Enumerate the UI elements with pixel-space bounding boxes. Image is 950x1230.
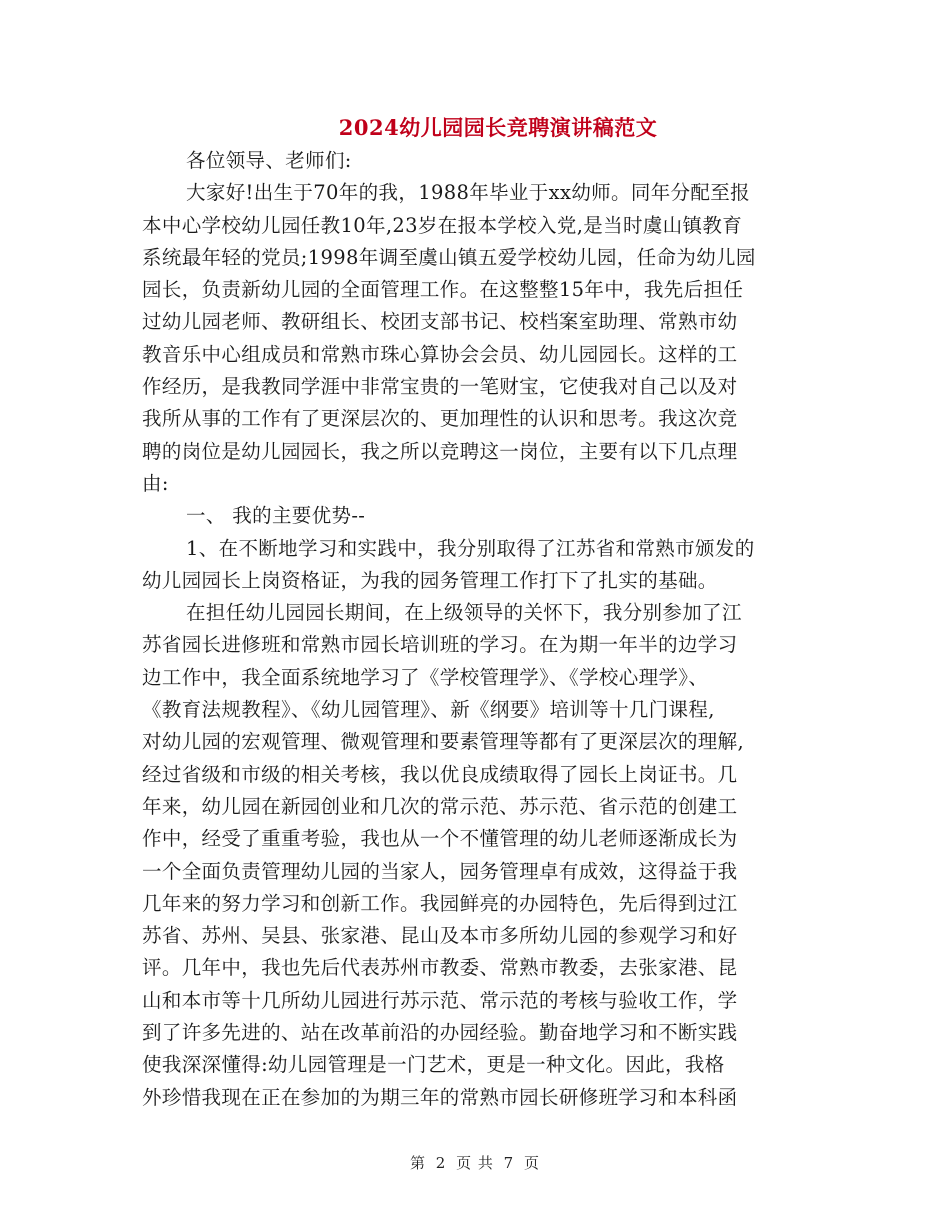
text-line: 作经历，是我教同学涯中非常宝贵的一笔财宝，它使我对自己以及对 (142, 375, 738, 399)
text-line: 使我深深懂得:幼儿园管理是一门艺术，更是一种文化。因此，我格 (142, 1053, 725, 1077)
page-mid: 页 共 (456, 1154, 494, 1172)
text-line: 一个全面负责管理幼儿园的当家人，园务管理卓有成效，这得益于我 (142, 859, 738, 883)
text-line: 《教育法规教程》、《幼儿园管理》、新《纲要》培训等十几门课程, (142, 698, 715, 722)
document-body (142, 145, 802, 1114)
text-line: 1、在不断地学习和实践中，我分别取得了江苏省和常熟市颁发的 (186, 536, 755, 560)
text-line: 外珍惜我现在正在参加的为期三年的常熟市园长研修班学习和本科函 (142, 1085, 738, 1109)
text-line: 园长，负责新幼儿园的全面管理工作。在这整整15年中，我先后担任 (142, 278, 744, 302)
text-line: 经过省级和市级的相关考核，我以优良成绩取得了园长上岗证书。几 (142, 762, 738, 786)
text-line: 聘的岗位是幼儿园园长，我之所以竞聘这一岗位，主要有以下几点理 (142, 439, 738, 463)
page-total: 7 (503, 1154, 515, 1172)
text-line: 几年来的努力学习和创新工作。我园鲜亮的办园特色，先后得到过江 (142, 891, 738, 915)
text-line: 我所从事的工作有了更深层次的、更加理性的认识和思考。我这次竞 (142, 407, 738, 431)
page-suffix: 页 (524, 1154, 541, 1172)
text-line: 各位领导、老师们: (186, 149, 352, 172)
text-line: 在担任幼儿园园长期间，在上级领导的关怀下，我分别参加了江 (186, 601, 742, 625)
text-line: 苏省、苏州、吴县、张家港、昆山及本市多所幼儿园的参观学习和好 (142, 924, 738, 948)
document-title: 2024幼儿园园长竞聘演讲稿范文 (338, 115, 658, 140)
text-line: 苏省园长进修班和常熟市园长培训班的学习。在为期一年半的边学习 (142, 633, 738, 657)
text-line: 由: (142, 471, 169, 495)
text-line: 大家好!出生于70年的我，1988年毕业于xx幼师。同年分配至报 (186, 181, 750, 205)
page-prefix: 第 (409, 1154, 426, 1172)
text-line: 系统最年轻的党员;1998年调至虞山镇五爱学校幼儿园，任命为幼儿园 (142, 245, 756, 269)
text-line: 到了许多先进的、站在改革前沿的办园经验。勤奋地学习和不断实践 (142, 1021, 738, 1045)
text-line: 幼儿园园长上岗资格证，为我的园务管理工作打下了扎实的基础。 (142, 568, 718, 592)
text-line: 过幼儿园老师、教研组长、校团支部书记、校档案室助理、常熟市幼 (142, 310, 738, 334)
text-line: 本中心学校幼儿园任教10年,23岁在报本学校入党,是当时虞山镇教育 (142, 213, 743, 237)
section-heading: 一、 我的主要优势-- (186, 504, 366, 528)
text-line: 评。几年中，我也先后代表苏州市教委、常熟市教委，去张家港、昆 (142, 956, 738, 980)
text-line: 年来，幼儿园在新园创业和几次的常示范、苏示范、省示范的创建工 (142, 794, 738, 818)
page-number (0, 1152, 950, 1173)
text-line: 山和本市等十几所幼儿园进行苏示范、常示范的考核与验收工作，学 (142, 988, 738, 1012)
text-line: 作中，经受了重重考验，我也从一个不懂管理的幼儿老师逐渐成长为 (142, 827, 738, 851)
text-line: 教音乐中心组成员和常熟市珠心算协会会员、幼儿园园长。这样的工 (142, 342, 738, 366)
text-line: 对幼儿园的宏观管理、微观管理和要素管理等都有了更深层次的理解, (142, 730, 745, 754)
page-current: 2 (435, 1154, 447, 1172)
text-line: 边工作中，我全面系统地学习了《学校管理学》、《学校心理学》、 (142, 665, 709, 689)
